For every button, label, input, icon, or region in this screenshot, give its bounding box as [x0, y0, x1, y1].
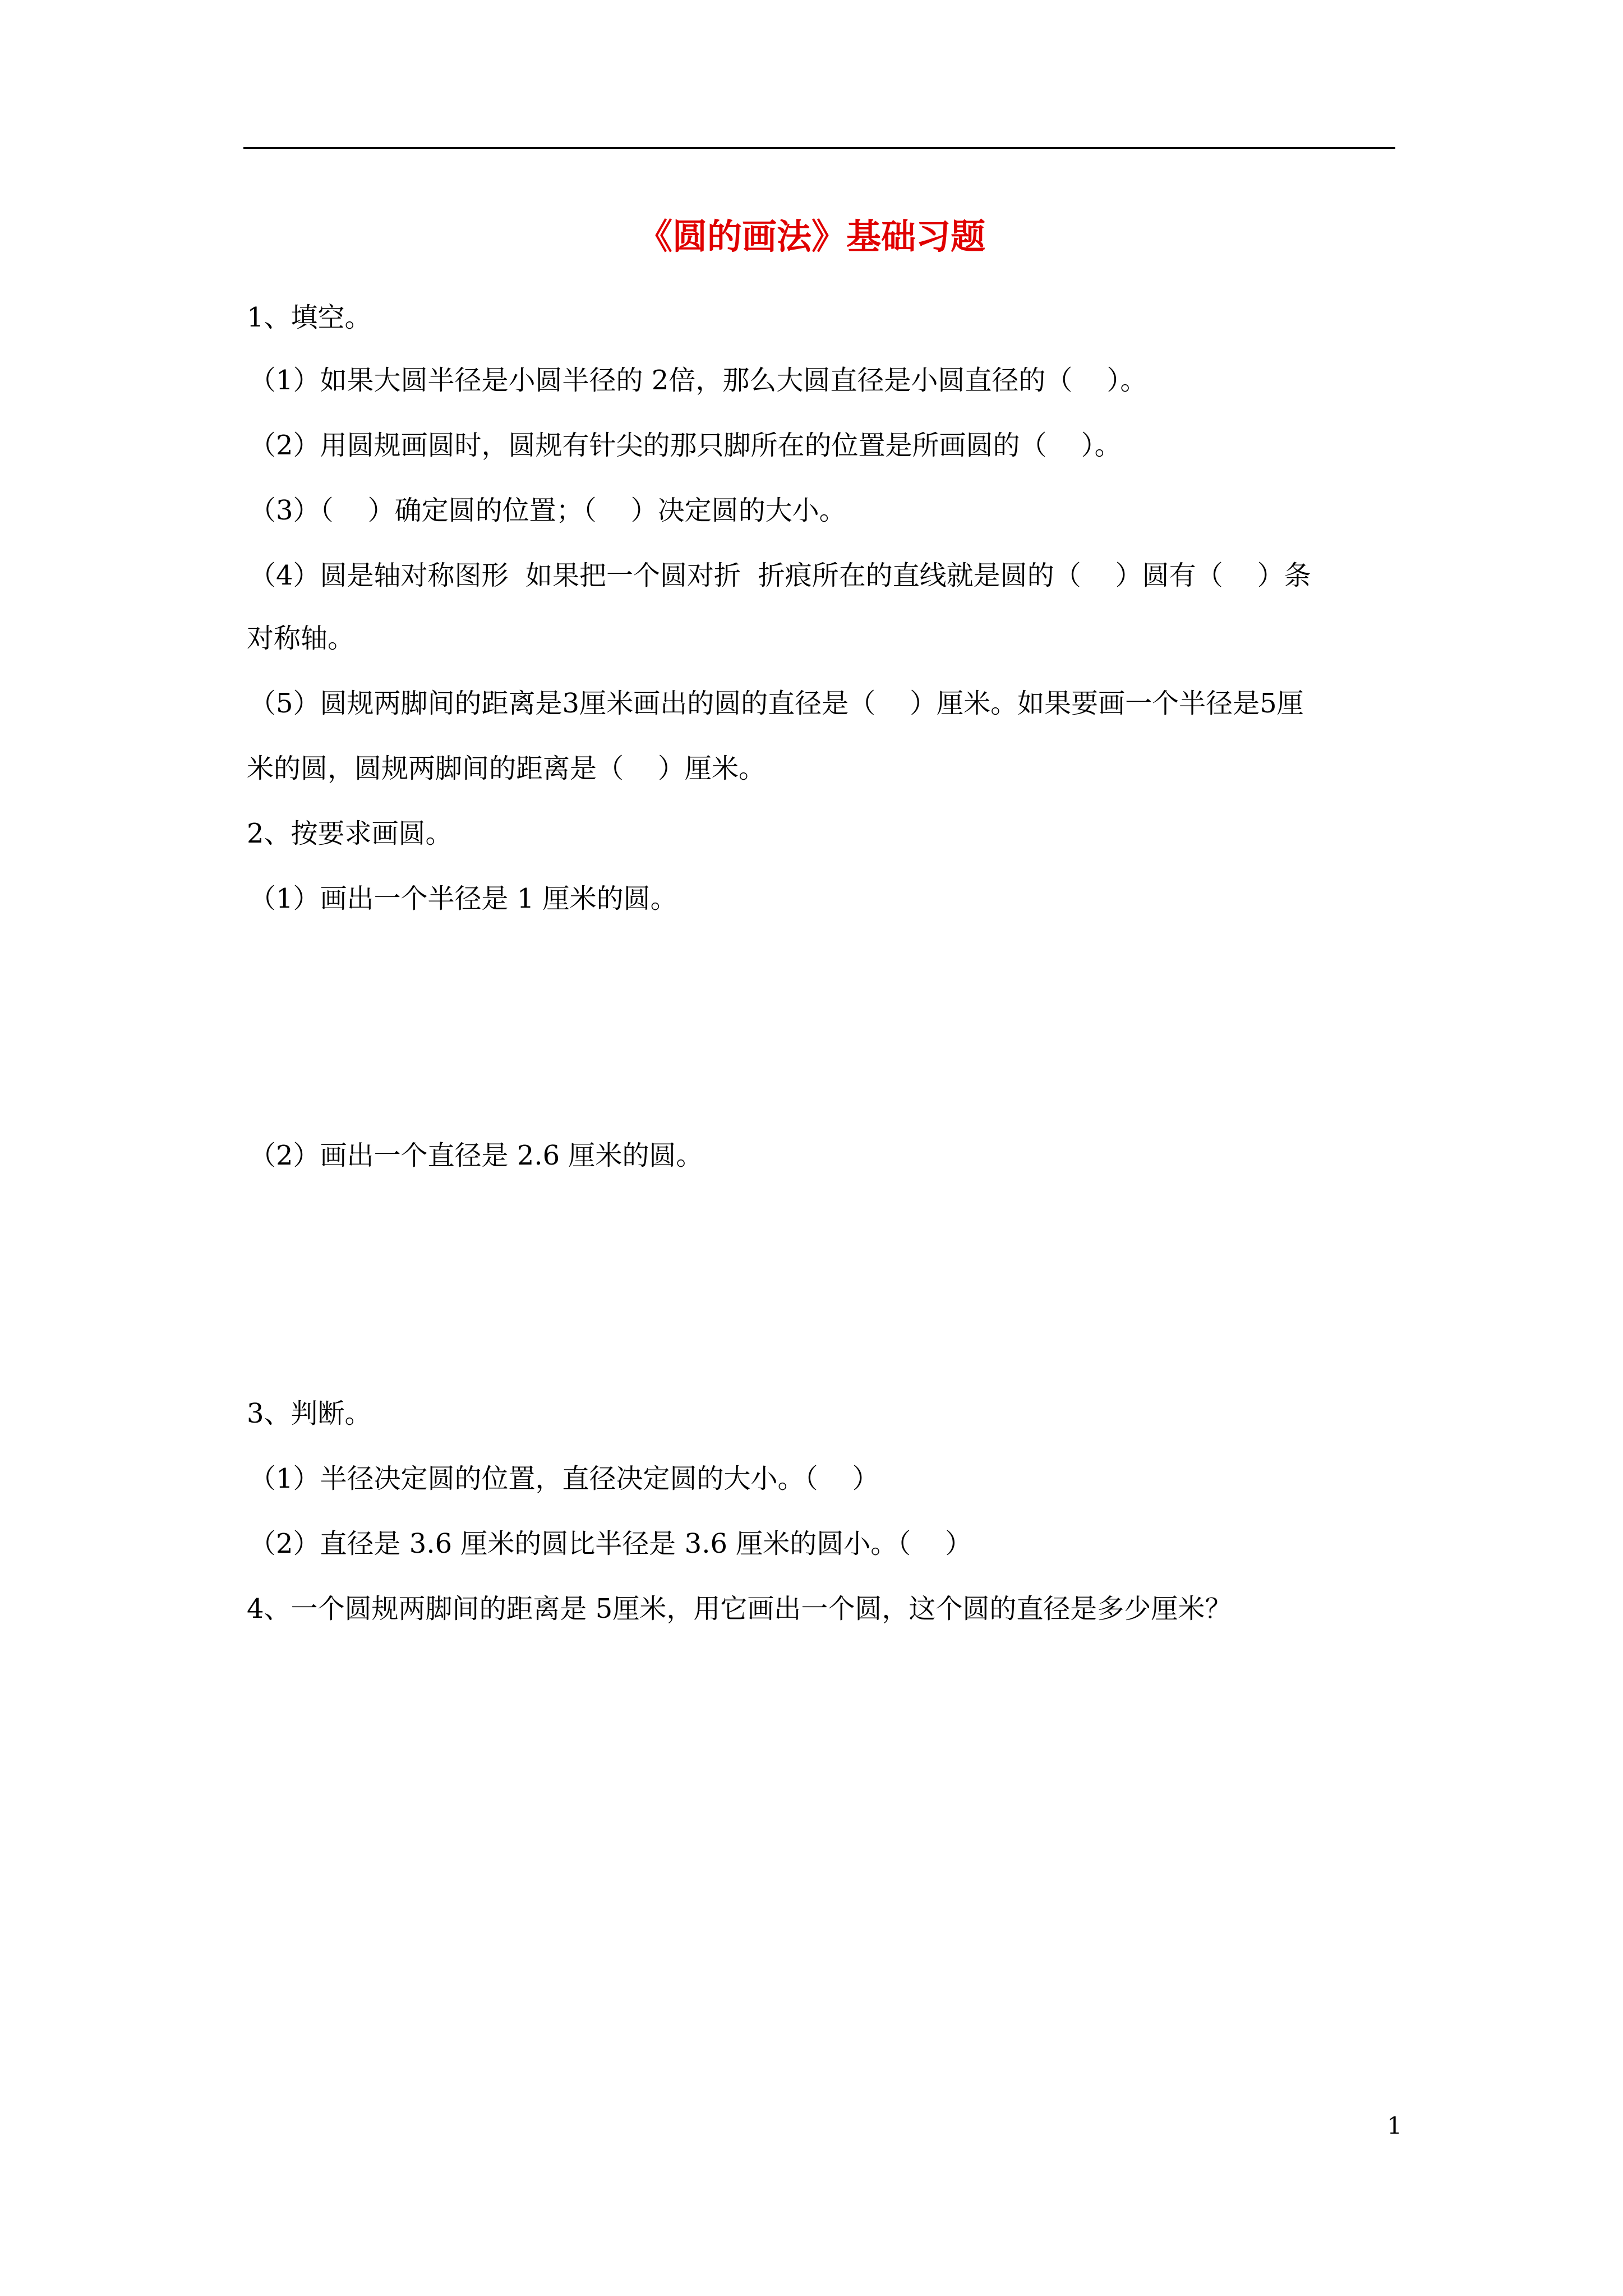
question-1-item-2: （2）用圆规画圆时，圆规有针尖的那只脚所在的位置是所画圆的（ ）。 [249, 430, 1122, 461]
header-rule [243, 147, 1395, 149]
question-1-item-4-continued: 对称轴。 [247, 623, 355, 654]
question-1-item-4: （4）圆是轴对称图形 如果把一个圆对折 折痕所在的直线就是圆的（ ）圆有（ ）条 [249, 560, 1311, 591]
question-3-item-1: （1）半径决定圆的位置，直径决定圆的大小。（ ） [249, 1463, 879, 1494]
question-2-item-1: （1）画出一个半径是 1 厘米的圆。 [249, 883, 677, 914]
question-1-item-1: （1）如果大圆半径是小圆半径的 2倍，那么大圆直径是小圆直径的（ ）。 [249, 365, 1147, 396]
question-1-item-3: （3）（ ）确定圆的位置；（ ）决定圆的大小。 [249, 495, 846, 526]
question-3-item-2: （2）直径是 3.6 厘米的圆比半径是 3.6 厘米的圆小。（ ） [249, 1528, 972, 1559]
question-1-item-5-continued: 米的圆，圆规两脚间的距离是（ ）厘米。 [247, 753, 766, 784]
question-2-item-2: （2）画出一个直径是 2.6 厘米的圆。 [249, 1140, 703, 1171]
page-number: 1 [1387, 2112, 1402, 2139]
question-2-heading: 2、按要求画圆。 [247, 818, 453, 849]
question-1-heading: 1、填空。 [247, 302, 372, 333]
question-3-heading: 3、判断。 [247, 1398, 372, 1429]
question-1-item-5: （5）圆规两脚间的距离是3厘米画出的圆的直径是（ ）厘米。如果要画一个半径是5厘 [249, 688, 1304, 719]
question-4-heading: 4、一个圆规两脚间的距离是 5厘米，用它画出一个圆，这个圆的直径是多少厘米？ [247, 1593, 1232, 1625]
document-title: 《圆的画法》基础习题 [637, 216, 985, 257]
